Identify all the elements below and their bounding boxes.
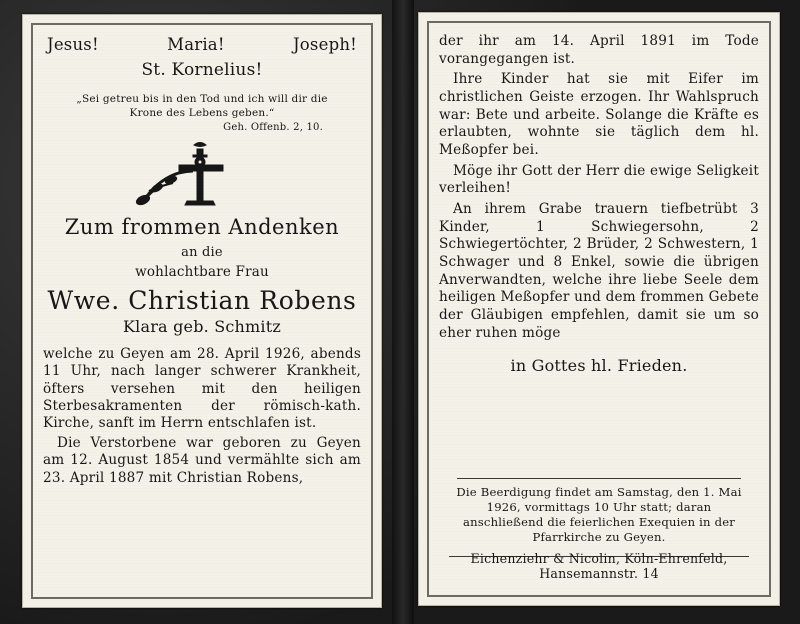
scripture-citation: Geh. Offenb. 2, 10.	[223, 122, 323, 134]
left-page-border	[31, 23, 373, 599]
printer-imprint: Eichenziehr & Nicolin, Köln-Ehrenfeld, Hansemannstr. 14	[470, 551, 728, 581]
cross-with-rose-icon	[43, 141, 361, 213]
right-page-body	[439, 33, 759, 342]
divider-above-funeral-notice	[457, 478, 741, 479]
deceased-maiden-name: Klara geb. Schmitz	[123, 316, 281, 336]
left-paragraph-1: welche zu Geyen am 28. April 1926, abends 11 Uhr, nach langer schwerer Krankheit, öfters versehen mit den heiligen Sterbesakramenten der römisch-kath. Kirche, sanft im Herrn entschlafen ist.	[43, 345, 361, 432]
invocation-line	[43, 33, 361, 54]
honorific-label: wohlachtbare Frau	[135, 263, 269, 280]
left-paragraph-2: Die Verstorbene war geboren zu Geyen am 12. August 1854 und vermählte sich am 23. April 1887 mit Christian Robens,	[43, 434, 361, 486]
patron-saint: St. Kornelius!	[141, 60, 263, 80]
left-page-body	[43, 346, 361, 487]
memoriam-heading: Zum frommen Andenken	[64, 214, 340, 239]
right-paragraph-2: Ihre Kinder hat sie mit Eifer im christlichen Geiste erzogen. Ihr Wahlspruch war: Bete und arbeite. Solange die Kräfte es erlaubten, wohnte sie täglich dem hl. Meßopfer bei.	[439, 71, 759, 159]
funeral-notice: Die Beerdigung findet am Samstag, den 1. Mai 1926, vormittags 10 Uhr statt; daran anschließend die feierlichen Exequien in der Pfarrkirche zu Geyen.	[456, 484, 742, 544]
invocation-jesus: Jesus!	[47, 35, 99, 54]
memorial-card-left-page	[22, 14, 382, 608]
right-page-border	[427, 21, 771, 597]
peace-line: in Gottes hl. Frieden.	[510, 356, 688, 376]
right-paragraph-1: der ihr am 14. April 1891 im Tode vorangegangen ist.	[439, 33, 759, 67]
memorial-card-right-page	[418, 12, 780, 606]
invocation-maria: Maria!	[167, 35, 225, 54]
right-paragraph-4: An ihrem Grabe trauern tiefbetrübt 3 Kinder, 1 Schwiegersohn, 2 Schwiegertöchter, 2 Brüder, 2 Schwestern, 1 Schwager und 8 Enkel, sowie die übrigen Anverwandten, welche ihre liebe Seele dem heiligen Meßopfer und dem frommen Gebete der Gläubigen empfehlen, damit sie um so eher ruhen möge	[439, 201, 759, 341]
invocation-joseph: Joseph!	[292, 35, 357, 54]
card-fold-spine	[392, 0, 414, 624]
deceased-name: Wwe. Christian Robens	[47, 285, 357, 315]
right-paragraph-3: Möge ihr Gott der Herr die ewige Seligkeit verleihen!	[439, 162, 759, 197]
scripture-motto	[59, 92, 345, 135]
an-die-label: an die	[181, 244, 223, 260]
scripture-motto-text: „Sei getreu bis in den Tod und ich will dir die Krone des Lebens geben.“	[76, 93, 328, 120]
